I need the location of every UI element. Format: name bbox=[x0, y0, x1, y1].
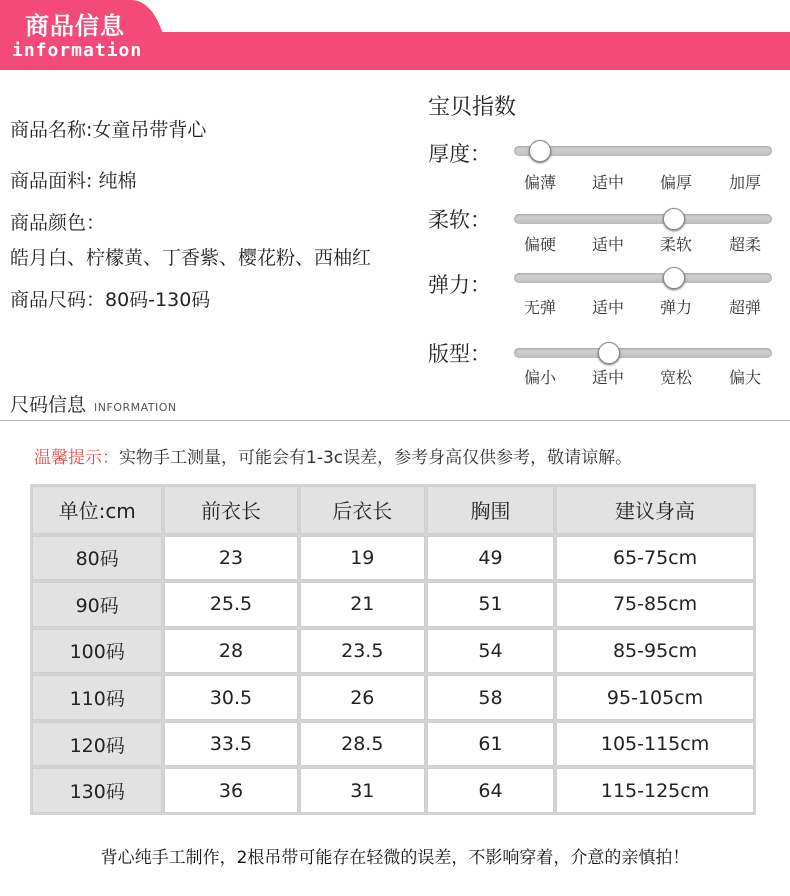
table-cell: 85-95cm bbox=[556, 629, 754, 674]
table-cell: 105-115cm bbox=[556, 722, 754, 767]
header-title: 商品信息 bbox=[25, 12, 125, 40]
tip bbox=[34, 443, 632, 468]
index-slider-knob bbox=[529, 140, 551, 162]
index-tick-label: 柔软 bbox=[659, 235, 692, 254]
index-slider-track bbox=[514, 273, 772, 283]
table-cell: 95-105cm bbox=[556, 675, 754, 720]
size-section-subtitle: INFORMATION bbox=[94, 401, 177, 414]
index-tick-label: 适中 bbox=[591, 235, 624, 254]
table-cell: 61 bbox=[427, 722, 554, 767]
index-label: 版型： bbox=[428, 342, 491, 366]
table-cell: 51 bbox=[427, 582, 554, 627]
table-cell: 33.5 bbox=[164, 722, 297, 767]
index-label: 弹力： bbox=[428, 273, 491, 297]
table-cell: 28 bbox=[164, 629, 297, 674]
index-tick-label: 适中 bbox=[591, 173, 624, 192]
table-row-label: 130码 bbox=[32, 768, 162, 813]
product-name: 商品名称:女童吊带背心 bbox=[10, 119, 207, 141]
table-cell: 49 bbox=[427, 536, 554, 581]
product-color-label: 商品颜色： bbox=[10, 212, 106, 234]
tip-text: 实物手工测量，可能会有1-3c误差，参考身高仅供参考，敬请谅解。 bbox=[119, 448, 633, 468]
index-tick-label: 弹力 bbox=[659, 298, 692, 317]
index-tick-label: 无弹 bbox=[523, 298, 556, 317]
header-subtitle: information bbox=[12, 40, 143, 61]
index-label: 柔软： bbox=[428, 208, 491, 232]
table-cell: 23 bbox=[164, 536, 297, 581]
index-tick-label: 适中 bbox=[591, 298, 624, 317]
table-row-label: 100码 bbox=[32, 629, 162, 674]
size-section-title: 尺码信息 bbox=[10, 394, 87, 416]
index-tick-label: 偏薄 bbox=[523, 173, 556, 192]
table-row bbox=[32, 582, 754, 627]
table-header-row bbox=[32, 486, 754, 534]
table-row-label: 80码 bbox=[32, 536, 162, 581]
table-header-cell: 前衣长 bbox=[164, 486, 297, 534]
header-tab bbox=[0, 0, 168, 70]
size-table bbox=[30, 484, 756, 815]
table-header-cell: 后衣长 bbox=[300, 486, 425, 534]
table-cell: 28.5 bbox=[300, 722, 425, 767]
table-header-cell: 胸围 bbox=[427, 486, 554, 534]
index-slider-track bbox=[514, 214, 772, 224]
index-title: 宝贝指数 bbox=[428, 95, 517, 120]
table-cell: 25.5 bbox=[164, 582, 297, 627]
index-slider-knob bbox=[663, 208, 685, 230]
table-cell: 65-75cm bbox=[556, 536, 754, 581]
table-cell: 58 bbox=[427, 675, 554, 720]
table-row bbox=[32, 536, 754, 581]
index-tick-label: 偏硬 bbox=[523, 235, 556, 254]
index-slider-knob bbox=[598, 342, 620, 364]
table-row bbox=[32, 629, 754, 674]
table-cell: 75-85cm bbox=[556, 582, 754, 627]
table-cell: 54 bbox=[427, 629, 554, 674]
index-tick-label: 宽松 bbox=[659, 368, 692, 387]
table-cell: 36 bbox=[164, 768, 297, 813]
table-cell: 26 bbox=[300, 675, 425, 720]
table-row bbox=[32, 722, 754, 767]
table-cell: 19 bbox=[300, 536, 425, 581]
table-header-cell: 建议身高 bbox=[556, 486, 754, 534]
tip-lead: 温馨提示： bbox=[34, 448, 119, 468]
index-tick-label: 偏大 bbox=[728, 368, 761, 387]
index-tick-label: 加厚 bbox=[728, 173, 761, 192]
index-tick-label: 适中 bbox=[591, 368, 624, 387]
table-cell: 31 bbox=[300, 768, 425, 813]
table-cell: 30.5 bbox=[164, 675, 297, 720]
table-cell: 21 bbox=[300, 582, 425, 627]
table-row-label: 120码 bbox=[32, 722, 162, 767]
table-header-cell: 单位:cm bbox=[32, 486, 162, 534]
index-tick-label: 偏厚 bbox=[659, 173, 692, 192]
footer-note: 背心纯手工制作，2根吊带可能存在轻微的误差，不影响穿着，介意的亲慎拍！ bbox=[100, 848, 690, 868]
index-slider-track bbox=[514, 146, 772, 156]
index-label: 厚度： bbox=[428, 142, 491, 166]
index-tick-label: 偏小 bbox=[523, 368, 556, 387]
table-row bbox=[32, 675, 754, 720]
table-row bbox=[32, 768, 754, 813]
index-tick-label: 超弹 bbox=[728, 298, 761, 317]
product-colors: 皓月白、柠檬黄、丁香紫、樱花粉、西柚红 bbox=[10, 247, 372, 269]
table-cell: 64 bbox=[427, 768, 554, 813]
table-cell: 115-125cm bbox=[556, 768, 754, 813]
size-section-header bbox=[10, 390, 177, 417]
index-tick-label: 超柔 bbox=[728, 235, 761, 254]
product-size-range: 商品尺码：80码-130码 bbox=[10, 289, 211, 311]
table-row-label: 90码 bbox=[32, 582, 162, 627]
divider bbox=[0, 420, 790, 421]
table-row-label: 110码 bbox=[32, 675, 162, 720]
product-fabric: 商品面料: 纯棉 bbox=[10, 170, 137, 192]
table-cell: 23.5 bbox=[300, 629, 425, 674]
index-slider-track bbox=[514, 348, 772, 358]
index-slider-knob bbox=[663, 267, 685, 289]
